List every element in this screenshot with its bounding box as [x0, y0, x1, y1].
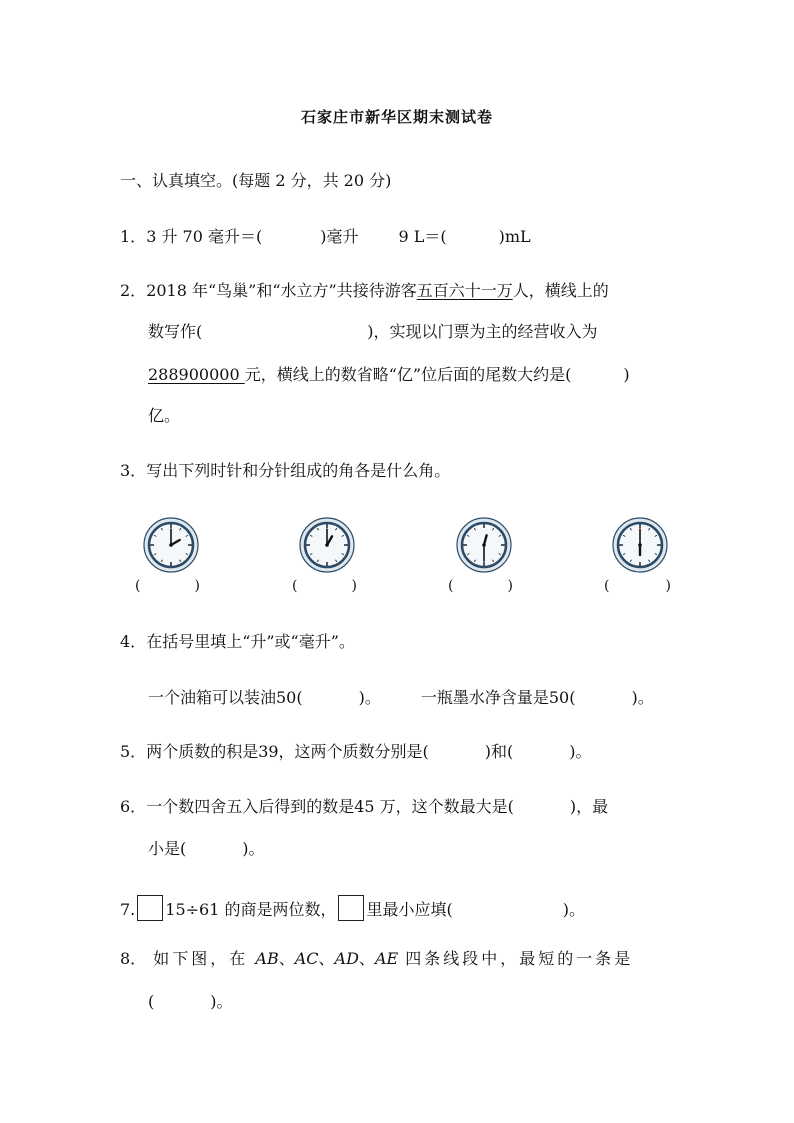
question-2-line-4: 亿。 [148, 406, 181, 425]
question-3: 3．写出下列时针和分针组成的角各是什么角。 [120, 461, 451, 480]
question-number: 6． [120, 797, 147, 816]
question-7: 7. 15÷61 的商是两位数， 里最小应填( )。 [120, 895, 585, 921]
clock-face-icon [300, 518, 354, 572]
question-5: 5．两个质数的积是39，这两个质数分别是( )和( )。 [120, 742, 592, 761]
question-4-blanks: 一个油箱可以装油50( )。 一瓶墨水净含量是50( )。 [148, 688, 654, 707]
answer-blank: ( ) [448, 578, 513, 594]
answer-blank: ( ) [292, 578, 357, 594]
question-number: 4． [120, 632, 147, 651]
question-number: 2． [120, 281, 147, 300]
question-6-line-1: 6．一个数四舍五入后得到的数是45 万，这个数最大是( )，最 [120, 797, 609, 816]
answer-blank: ( ) [604, 578, 671, 594]
question-2-line-2: 数写作( )，实现以门票为主的经营收入为 [148, 322, 598, 341]
clock-row [0, 510, 794, 600]
clock-face-icon [144, 518, 198, 572]
question-number: 7. [120, 900, 136, 919]
question-4: 4．在括号里填上“升”或“毫升”。 [120, 632, 355, 651]
clock-face-icon [613, 518, 667, 572]
question-1: 1．3 升 70 毫升＝( )毫升 9 L＝( )mL [120, 227, 531, 246]
question-number: 1． [120, 227, 147, 246]
question-8-line-1: 8． 如下图，在 AB、AC、AD、AE 四条线段中，最短的一条是 [120, 949, 634, 968]
digit-box [137, 895, 163, 921]
section-heading: 一、认真填空。(每题 2 分，共 20 分) [120, 171, 392, 190]
digit-box [338, 895, 364, 921]
clock-center [638, 543, 642, 547]
page-title: 石家庄市新华区期末测试卷 [300, 108, 493, 126]
question-2-line-1: 2．2018 年“鸟巢”和“水立方”共接待游客五百六十一万人，横线上的 [120, 281, 609, 300]
question-2-line-3: 288900000 元，横线上的数省略“亿”位后面的尾数大约是( ) [148, 365, 630, 384]
question-6-line-2: 小是( )。 [148, 839, 265, 858]
clock-center [325, 543, 329, 547]
question-8-line-2: ( )。 [148, 992, 233, 1011]
question-number: 5． [120, 742, 147, 761]
underlined-phrase: 五百六十一万 [416, 281, 513, 300]
answer-blank: ( ) [135, 578, 200, 594]
clock-center [169, 543, 173, 547]
underlined-number: 288900000 [148, 365, 245, 384]
clock-center [482, 543, 486, 547]
question-number: 3． [120, 461, 147, 480]
question-number: 8． [120, 949, 147, 968]
clock-face-icon [457, 518, 511, 572]
